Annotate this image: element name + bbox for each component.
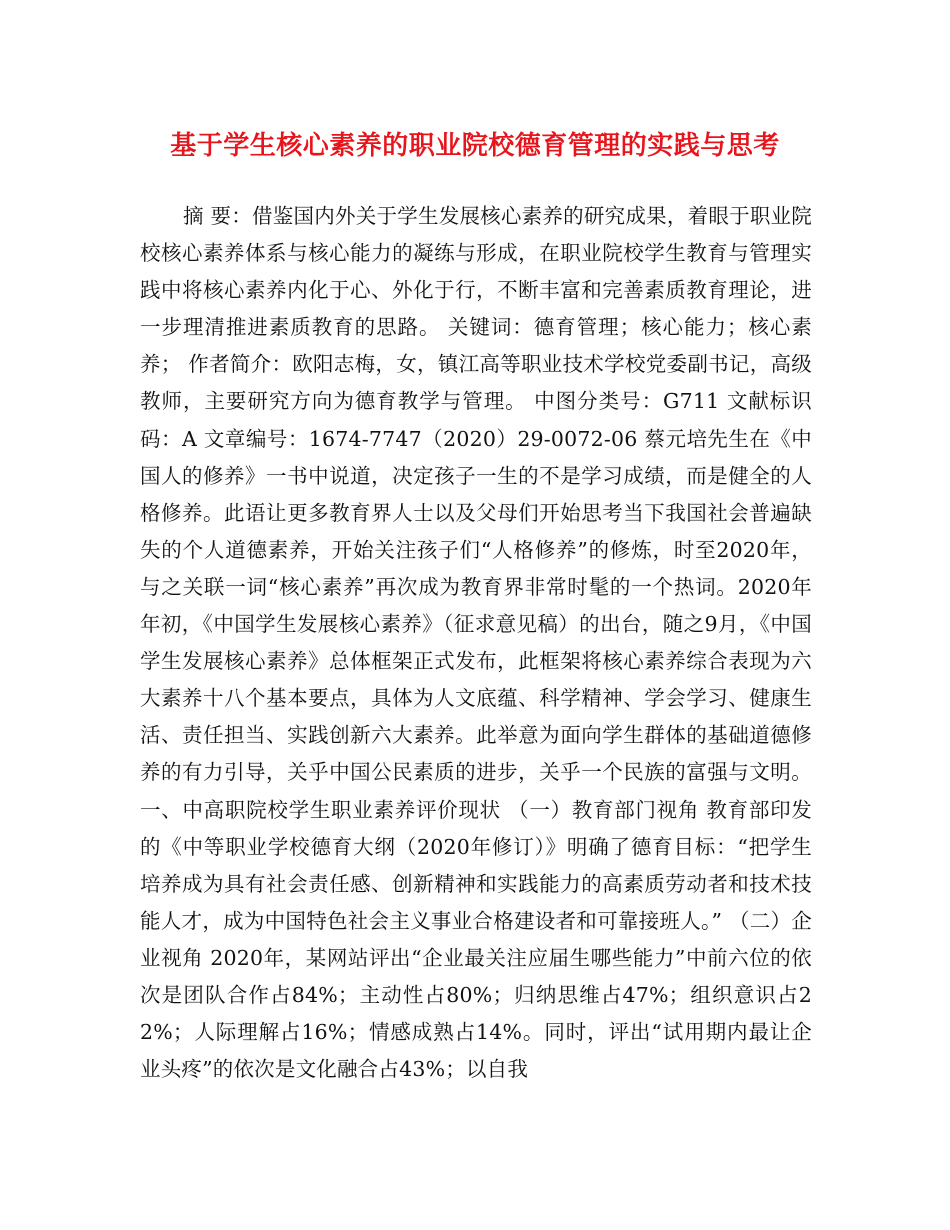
document-title: 基于学生核心素养的职业院校德育管理的实践与思考 [170, 131, 780, 161]
document-body: 摘 要：借鉴国内外关于学生发展核心素养的研究成果，着眼于职业院校核心素养体系与核心能力的凝练与形成，在职业院校学生教育与管理实践中将核心素养内化于心、外化于行，不断丰富和完善素质教育理论，进一步理清推进素质教育的思路。 关键词：德育管理；核心能力；核心素养； 作者简介：欧阳志梅，女，镇江高等职业技术学校党委副书记，高级教师，主要研究方向为德育教学与管理。 中图分类号：G711 文献标识码：A 文章编号：1674-7747（2020）29-0072-06 蔡元培先生在《中国人的修养》一书中说道，决定孩子一生的不是学习成绩，而是健全的人格修养。此语让更多教育界人士以及父母们开始思考当下我国社会普遍缺失的个人道德素养，开始关注孩子们“人格修养”的修炼，时至2020年，与之关联一词“核心素养”再次成为教育界非常时髦的一个热词。2020年年初，《中国学生发展核心素养》（征求意见稿）的出台，随之9月，《中国学生发展核心素养》总体框架正式发布，此框架将核心素养综合表现为六大素养十八个基本要点，具体为人文底蕴、科学精神、学会学习、健康生活、责任担当、实践创新六大素养。此举意为面向学生群体的基础道德修养的有力引导，关乎中国公民素质的进步，关乎一个民族的富强与文明。 一、中高职院校学生职业素养评价现状 （一）教育部门视角 教育部印发的《中等职业学校德育大纲（2020年修订）》明确了德育目标：“把学生培养成为具有社会责任感、创新精神和实践能力的高素质劳动者和技术技能人才，成为中国特色社会主义事业合格建设者和可靠接班人。” （二）企业视角 2020年，某网站评出“企业最关注应届生哪些能力”中前六位的依次是团队合作占84%；主动性占80%；归纳思维占47%；组织意识占22%；人际理解占16%；情感成熟占14%。同时，评出“试用期内最让企业头疼”的依次是文化融合占43%；以自我 [140, 204, 819, 1082]
